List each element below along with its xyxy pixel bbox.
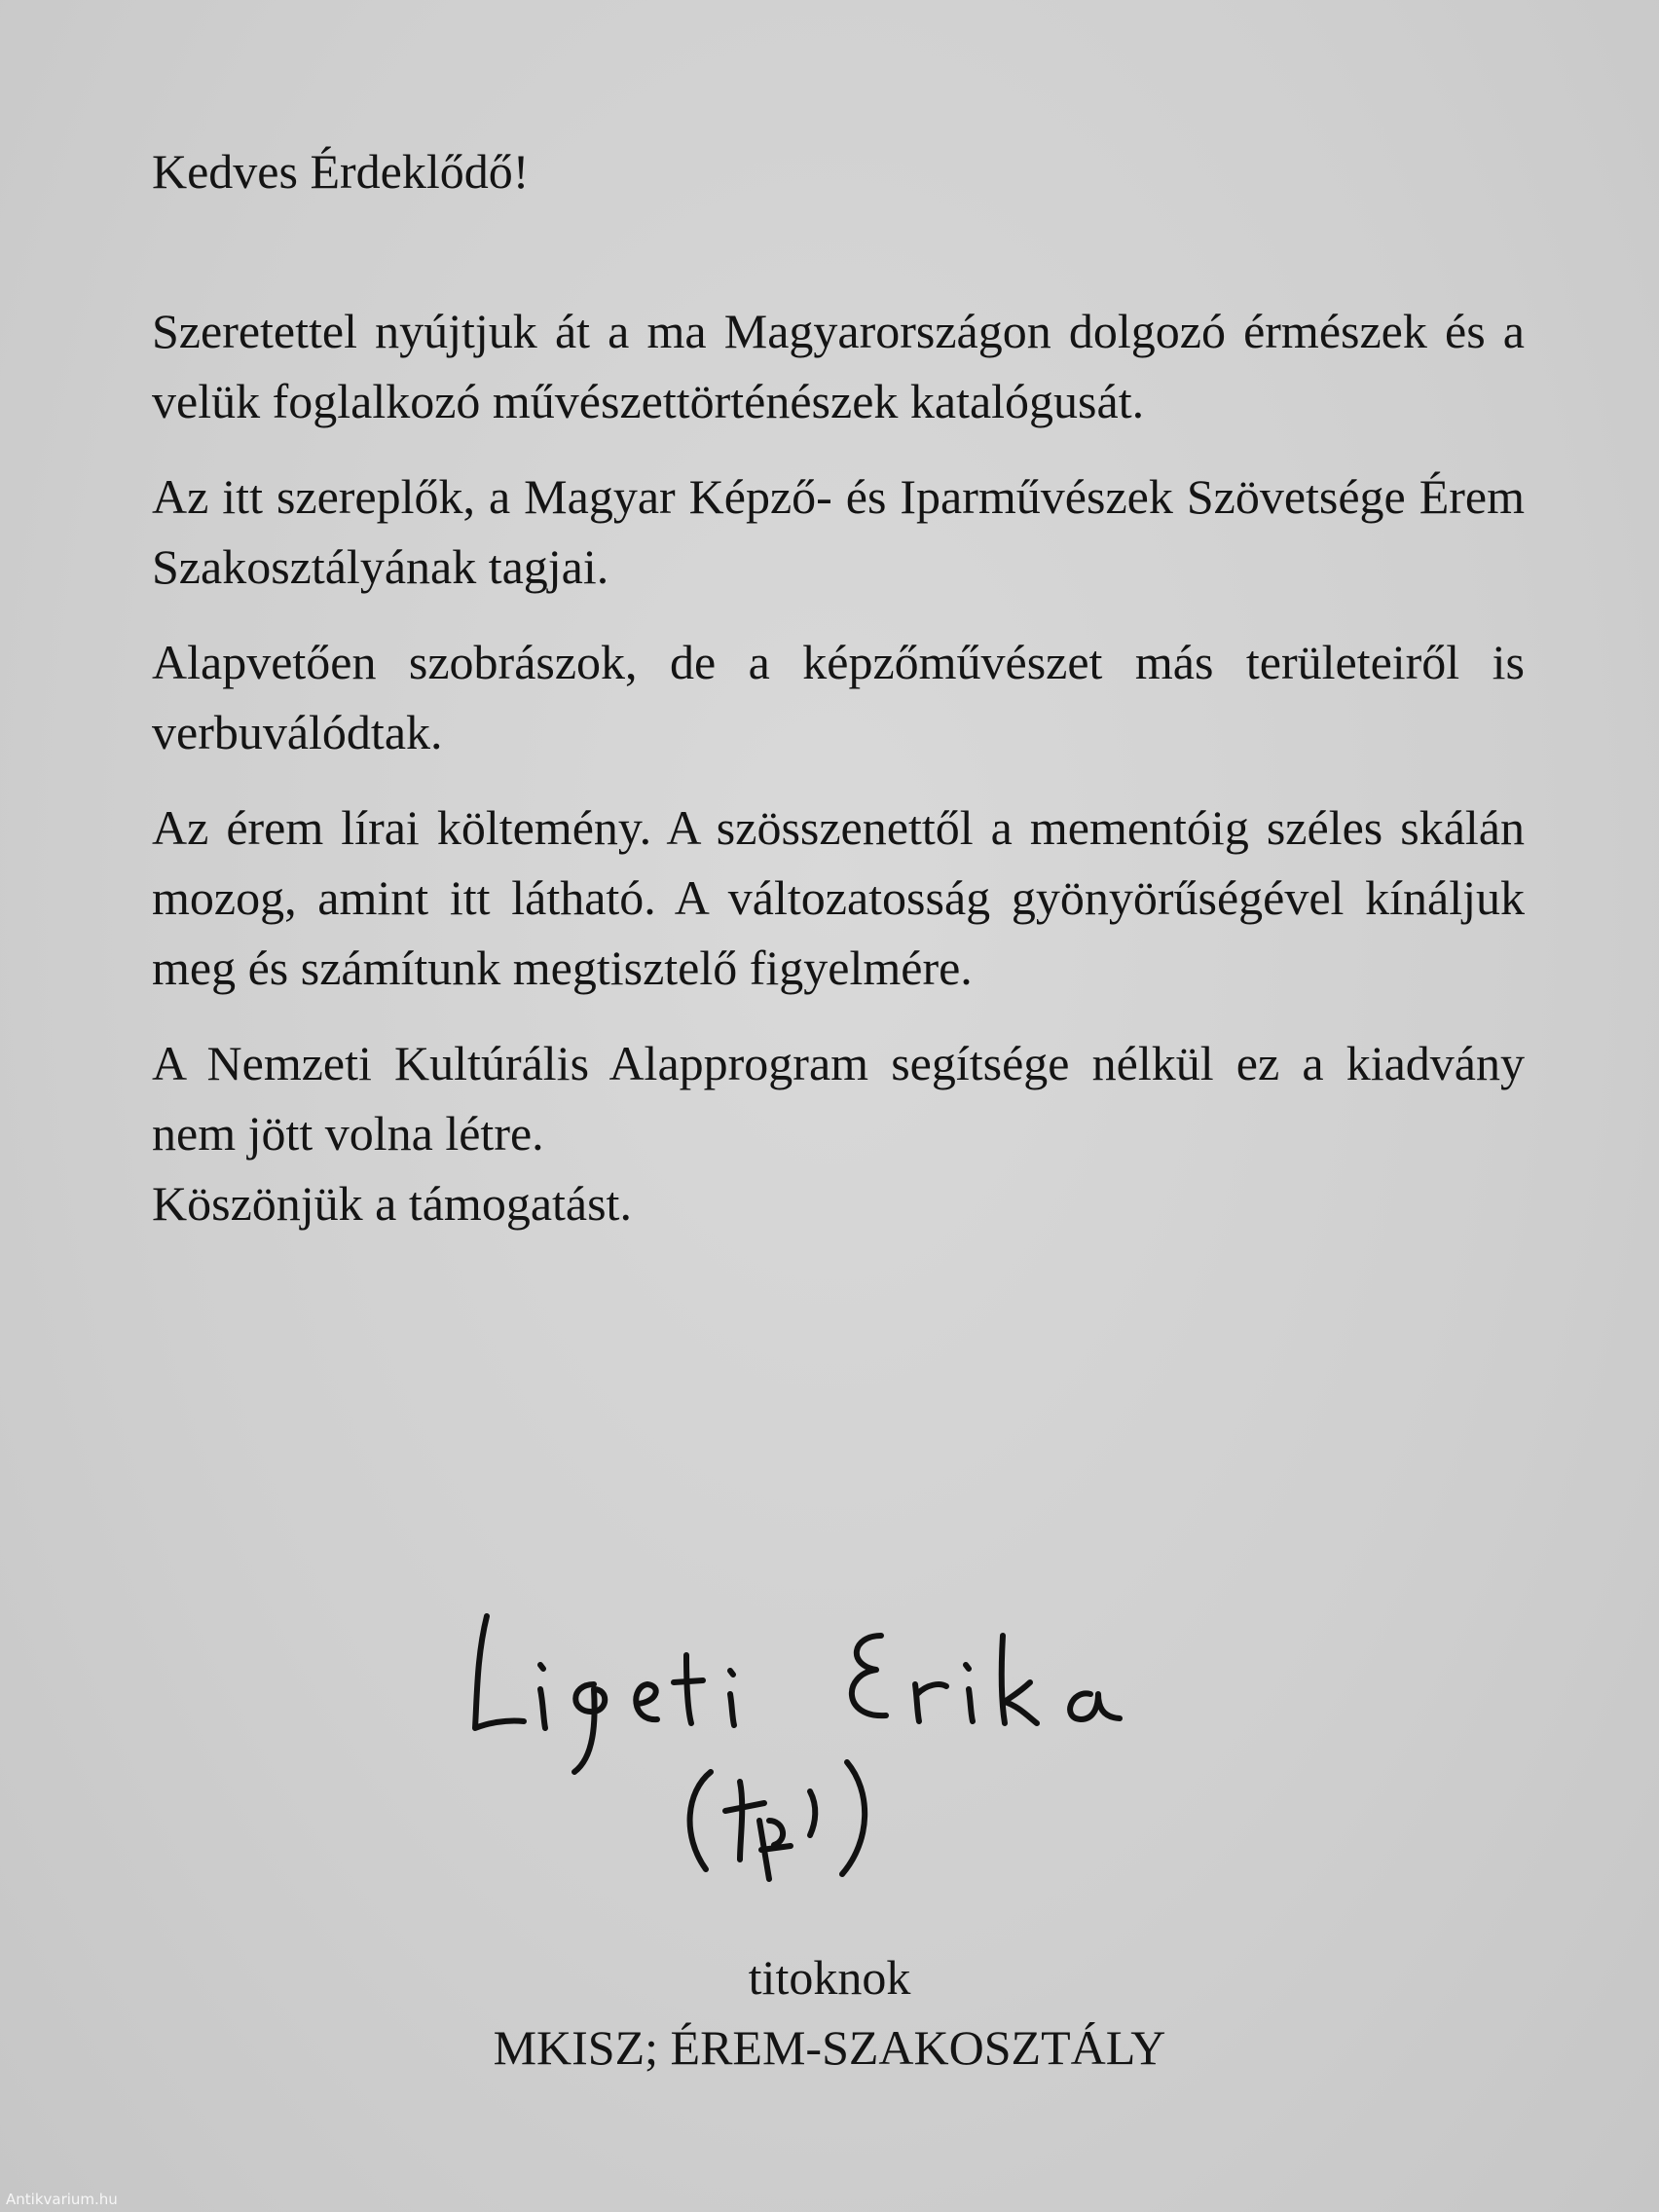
signatory-organization: MKISZ; ÉREM-SZAKOSZTÁLY bbox=[493, 2020, 1166, 2075]
signatory-role: titoknok bbox=[748, 1950, 911, 2005]
letter-body bbox=[152, 136, 1525, 1264]
watermark: Antikvarium.hu bbox=[6, 2191, 118, 2208]
paragraph-medal-poem: Az érem lírai költemény. A szösszenettől a mementóig széles skálán mozog, amint itt látható. A változatosság gyönyörűségével kínáljuk meg és számítunk megtisztelő figyelmére. bbox=[152, 800, 1525, 995]
signatory-block bbox=[0, 1942, 1659, 2083]
closing-line: Köszönjük a támogatást. bbox=[152, 1176, 632, 1231]
handwritten-signature bbox=[448, 1597, 1207, 1889]
paragraph-catalog: Szeretettel nyújtjuk át a ma Magyarországon dolgozó érmészek és a velük foglalkozó művészettörténészek katalógusát. bbox=[152, 304, 1525, 428]
signature-scribble-icon bbox=[448, 1597, 1207, 1889]
paragraph-support: A Nemzeti Kultúrális Alapprogram segítsége nélkül ez a kiadvány nem jött volna létre. bbox=[152, 1036, 1525, 1161]
paragraph-members: Az itt szereplők, a Magyar Képző- és Iparművészek Szövetsége Érem Szakosztályának tagjai. bbox=[152, 469, 1525, 594]
paragraph-sculptors: Alapvetően szobrászok, de a képzőművészet más területeiről is verbuválódtak. bbox=[152, 635, 1525, 759]
greeting: Kedves Érdeklődő! bbox=[152, 144, 530, 199]
